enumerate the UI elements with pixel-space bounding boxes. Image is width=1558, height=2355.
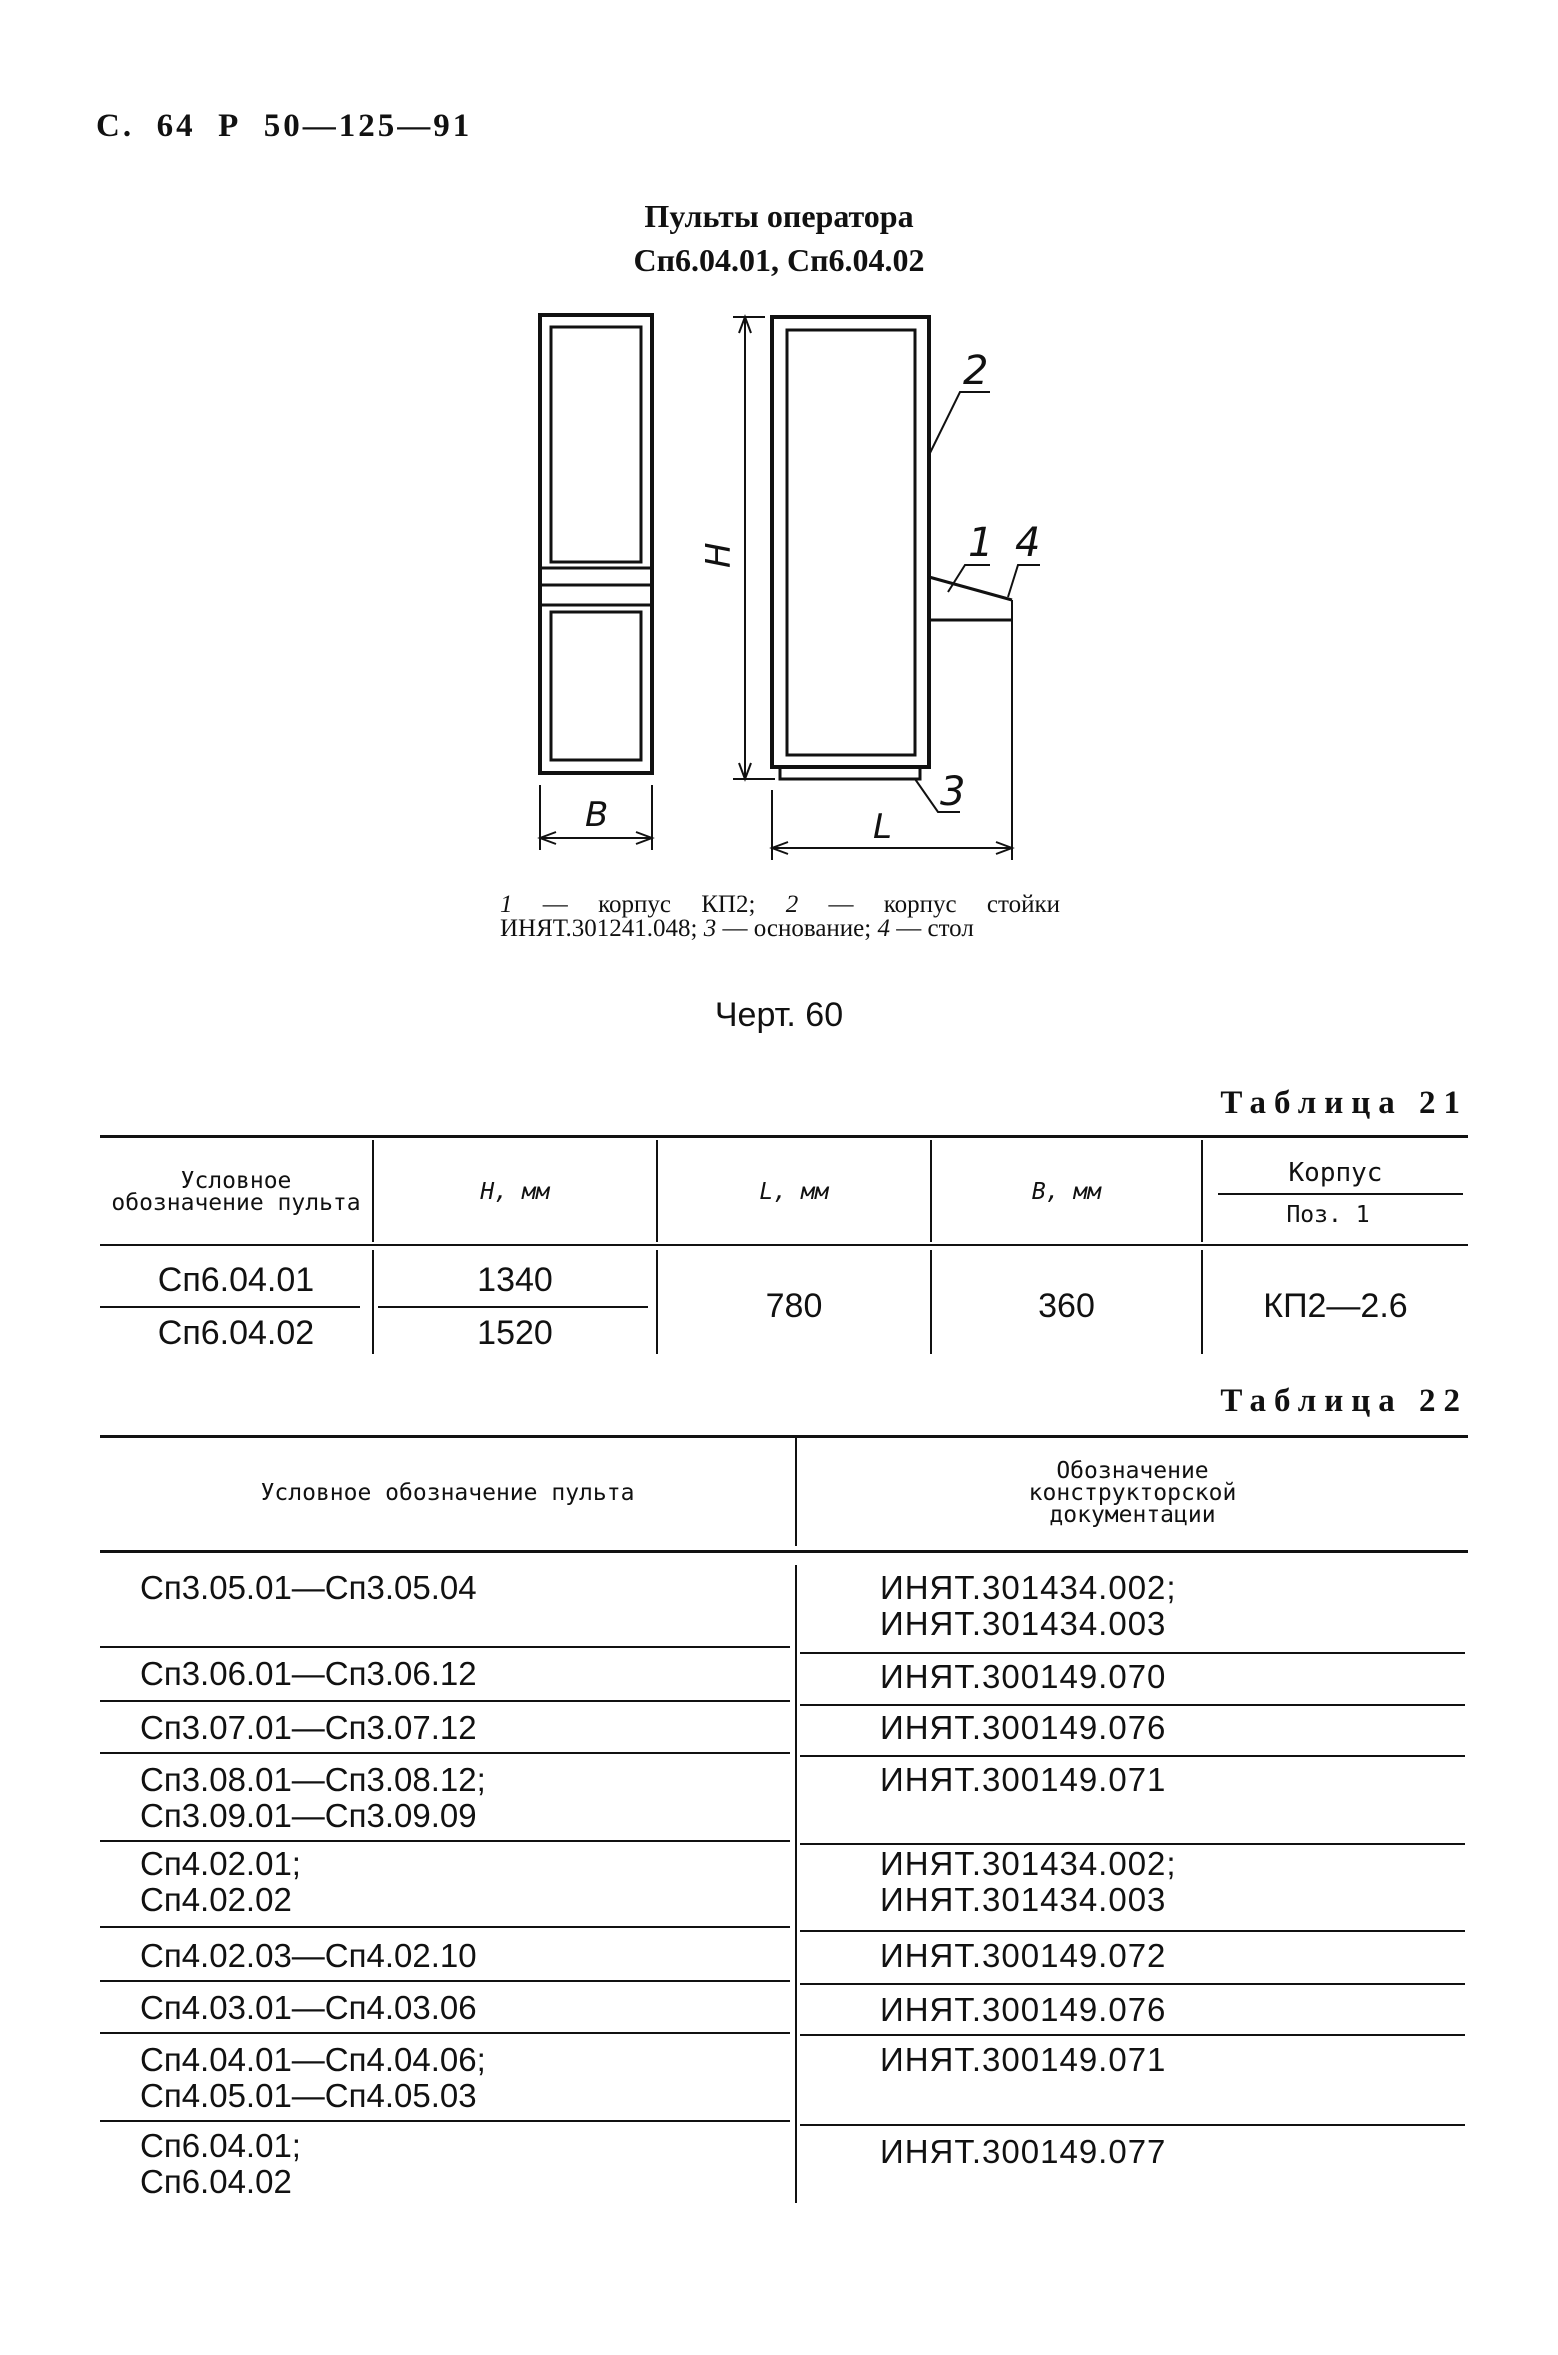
table21-header-korpus: Корпус — [1288, 1158, 1383, 1188]
side-view-shelf — [540, 585, 652, 605]
side-view-upper-panel — [551, 327, 641, 562]
table22-row-designation: Сп3.08.01—Сп3.08.12; Сп3.09.01—Сп3.09.09 — [140, 1761, 486, 1834]
table22-row-designation: Сп4.04.01—Сп4.04.06; Сп4.05.01—Сп4.05.03 — [140, 2041, 486, 2114]
table22-row-doc: ИНЯТ.300149.070 — [880, 1658, 1167, 1695]
table22-row-designation: Сп3.07.01—Сп3.07.12 — [140, 1709, 477, 1746]
table21-header-designation: Условное обозначение пульта — [111, 1168, 361, 1216]
table22-row-doc: ИНЯТ.300149.076 — [880, 1709, 1167, 1746]
table22-header-designation: Условное обозначение пульта — [260, 1480, 635, 1506]
table22-row-doc: ИНЯТ.300149.071 — [880, 1761, 1167, 1798]
table22-row-doc: ИНЯТ.301434.002; ИНЯТ.301434.003 — [880, 1845, 1177, 1918]
table22-caption: Таблица 22 — [1220, 1383, 1468, 1419]
leader-4 — [1008, 565, 1040, 597]
callout-2: 2 — [963, 348, 989, 394]
dim-label-b: B — [585, 795, 609, 835]
table21-caption: Таблица 21 — [1220, 1085, 1468, 1121]
table22-row-designation: Сп3.05.01—Сп3.05.04 — [140, 1569, 477, 1606]
callout-3: 3 — [940, 769, 966, 815]
console-drawing — [0, 0, 1558, 900]
front-view-inner-panel — [787, 330, 915, 755]
table22-row-doc: ИНЯТ.301434.002; ИНЯТ.301434.003 — [880, 1569, 1177, 1642]
table21-header-l: L, мм — [759, 1179, 829, 1205]
table21-row2-designation: Сп6.04.02 — [157, 1313, 315, 1352]
side-view-lower-panel — [551, 612, 641, 760]
table21-row2-h: 1520 — [477, 1313, 553, 1352]
page-header: С. 64 Р 50—125—91 — [96, 108, 473, 144]
callout-1: 1 — [968, 520, 994, 566]
table22-row-doc: ИНЯТ.300149.077 — [880, 2133, 1167, 2170]
figure-title: Пульты оператора — [644, 198, 914, 234]
table22-row-designation: Сп3.06.01—Сп3.06.12 — [140, 1655, 477, 1692]
side-view-outer — [540, 315, 652, 773]
callout-4: 4 — [1015, 520, 1041, 566]
table22-row-designation: Сп4.02.03—Сп4.02.10 — [140, 1937, 477, 1974]
table22-row-doc: ИНЯТ.300149.076 — [880, 1991, 1167, 2028]
table21-header-b: B, мм — [1031, 1179, 1102, 1205]
figure-caption: Черт. 60 — [714, 996, 844, 1034]
table21-header-h: H, мм — [480, 1179, 550, 1205]
table22-row-designation: Сп4.03.01—Сп4.03.06 — [140, 1989, 477, 2026]
figure-subtitle: Сп6.04.01, Сп6.04.02 — [633, 242, 925, 278]
front-view-outer — [772, 317, 929, 767]
table21-b-value: 360 — [1038, 1286, 1095, 1325]
figure-legend: 1 — корпус КП2; 2 — корпус стойки ИНЯТ.301241.048; 3 — основание; 4 — стол — [500, 891, 1060, 942]
dim-label-l: L — [873, 807, 892, 847]
table21-header-poz: Поз. 1 — [1286, 1202, 1370, 1228]
table22-row-doc: ИНЯТ.300149.071 — [880, 2041, 1167, 2078]
table22-row-designation: Сп4.02.01; Сп4.02.02 — [140, 1845, 301, 1918]
leader-2 — [929, 392, 990, 455]
table21-row1-h: 1340 — [477, 1260, 553, 1299]
table21-row1-designation: Сп6.04.01 — [157, 1260, 315, 1299]
table22-header-doc: Обозначение конструкторской документации — [1028, 1458, 1237, 1528]
table22-row-doc: ИНЯТ.300149.072 — [880, 1937, 1167, 1974]
table21-korpus-value: КП2—2.6 — [1263, 1286, 1408, 1325]
dim-label-h: H — [699, 542, 739, 568]
table22-row-designation: Сп6.04.01; Сп6.04.02 — [140, 2127, 301, 2200]
table21-l-value: 780 — [765, 1286, 823, 1325]
